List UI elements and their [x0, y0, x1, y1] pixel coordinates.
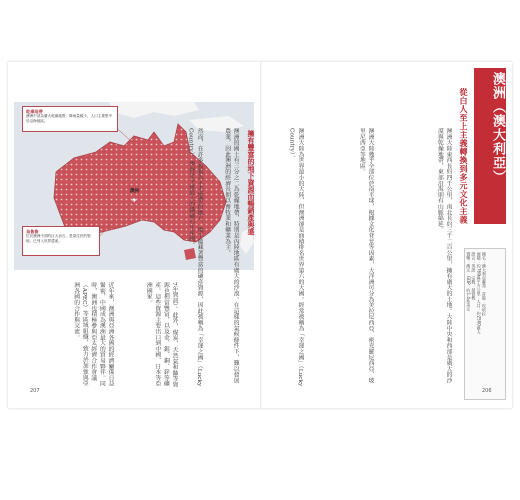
callout-uluru	[22, 226, 100, 256]
book-gutter	[260, 62, 262, 408]
australia-map	[14, 102, 254, 270]
left-paragraph-3: 7年資訊）。此外，煤炭、天然氣和鈾等資源也相當豐富，以及金、銀、銅、鋅等礦產。這些資源主要出口到中國、日本等亞洲國家。	[145, 282, 177, 388]
right-paragraph-2: 澳洲大陸幾乎全部位於南半球，根據文化背景等因素，大洋洲可分為美拉尼西亞、密克羅尼西亞、玻里尼西亞等地區。	[358, 128, 373, 384]
chapter-subtitle: 從白人至上主義轉換到多元文化主義	[459, 88, 468, 224]
right-paragraph-1: 澳洲大陸東西長約四千公里，南北長約三千二百公里，擁有廣大的土地。大陸中央和西部是廣大的沙漠與乾燥地帶，東部沿海則有山脈綿延。	[436, 128, 451, 384]
info-line: 語言：英語 宗教：基督教	[471, 252, 477, 300]
right-paragraph-3: 澳洲大陸為世界最小的大陸，但澳洲卻是面積排名世界第六的大國。經常被稱為「幸運之國」（Lucky Country）。	[288, 128, 303, 387]
info-line: 面積：約769萬平方公里 人口：約2500萬人	[476, 252, 482, 334]
callout-uluru-title: 烏魯魯	[26, 229, 39, 234]
book-spread	[8, 62, 512, 408]
info-line: 國名：澳大利亞聯邦 首都：坎培拉	[481, 252, 487, 316]
left-paragraph-1: 澳洲的國土有三分之二為乾燥地帶，特別是內陸地區有廣大的沙漠。在這樣的氣候條件下，難以發展農業，因此澳洲的經濟長期以畜牧業和礦業為主。	[223, 128, 239, 384]
left-page-number: 207	[30, 388, 40, 394]
map-label-australia: 澳洲	[130, 189, 139, 194]
chapter-title: 澳洲（澳大利亞）	[490, 72, 505, 184]
left-paragraph-2: 然而，在許多被視為不毛地帶的地方，地下蘊藏著豐富的礦產資源，因此被稱為「幸運之國」（Lucky Country）。澳洲是全球最大的鐵礦石生產國。	[187, 128, 203, 387]
country-info-text	[466, 252, 487, 392]
callout-dry-zone	[22, 106, 118, 132]
left-paragraph-4: 近年來，澳洲與亞洲各國的經濟關係日益緊密，中國成為澳洲最大的貿易夥伴。同時，澳洲也積極參與亞太經濟合作會議（APEC）等區域組織，致力於加強與亞洲各國的合作與交流。	[72, 282, 113, 387]
info-line: 貨幣：澳元 GDP：約1.4兆美元	[466, 252, 472, 311]
callout-dry-zone-text: 澳洲中部為廣大乾燥地帶，降雨量稀少，人口主要集中於沿海地區。	[26, 114, 113, 123]
callout-uluru-text: 位於澳洲中部的巨大岩石，是原住民的聖地，已列入世界遺產。	[26, 234, 91, 243]
callout-dry-zone-title: 乾燥地帶	[26, 109, 43, 114]
right-page-number: 206	[482, 388, 492, 394]
left-section-heading: 擁有豐富的地下資源而暢銷產與盛	[247, 130, 255, 235]
